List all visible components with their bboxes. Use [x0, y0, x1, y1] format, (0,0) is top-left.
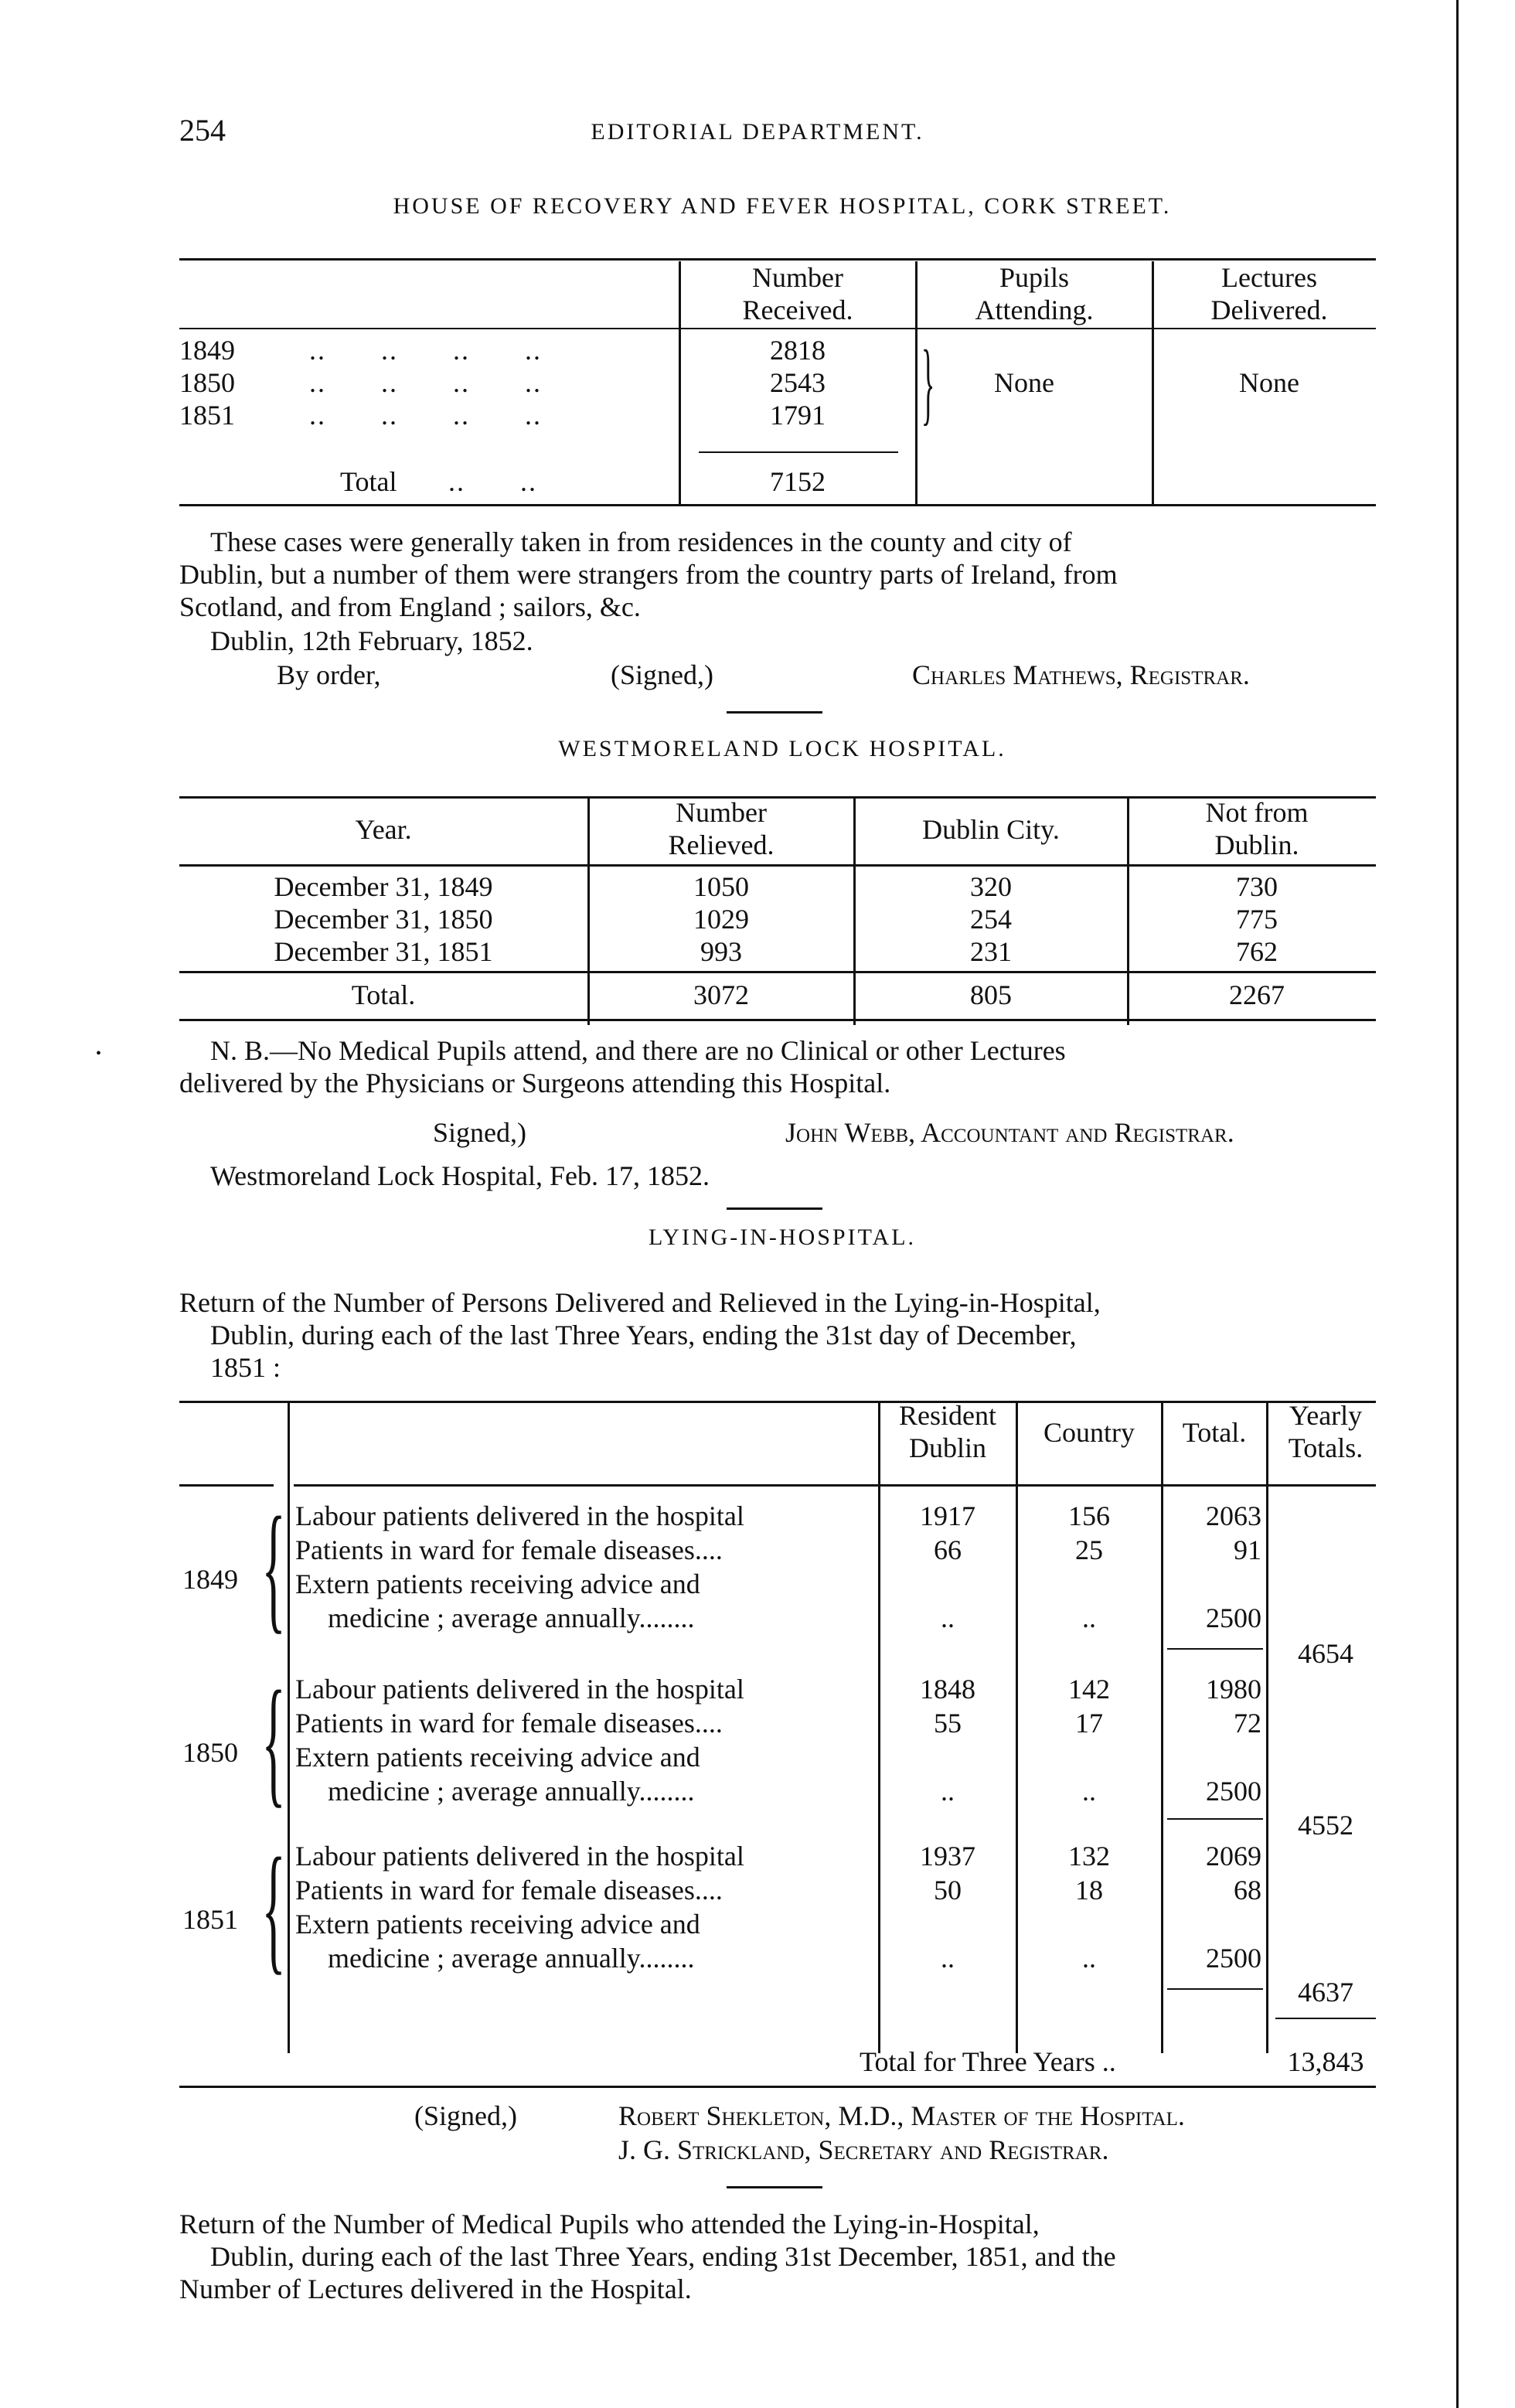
cell-total: 2063: [1206, 1500, 1261, 1531]
table2-row-city: 320: [970, 871, 1012, 902]
section3-signatory: Robert Shekleton, M.D., Master of the Hospital.: [618, 2100, 1185, 2131]
cell-total: 1980: [1206, 1674, 1261, 1705]
cell-country: 25: [1075, 1534, 1103, 1565]
section4-intro-line: Return of the Number of Medical Pupils who attended the Lying-in-Hospital,: [179, 2209, 1040, 2239]
section-separator: [727, 711, 822, 714]
col-header-number: Number: [752, 262, 843, 293]
row-label: Extern patients receiving advice and: [295, 1909, 700, 1940]
table1-total-label: Total: [340, 466, 397, 497]
row-label: Extern patients receiving advice and: [295, 1742, 700, 1773]
table3-header-rule: [294, 1484, 1376, 1487]
cell-country: ..: [1082, 1943, 1096, 1974]
section2-signed: Signed,): [433, 1117, 526, 1148]
cell-total: 2500: [1206, 1776, 1261, 1807]
section1-paragraph-line: Dublin, but a number of them were strangers from the country parts of Ireland, from: [179, 559, 1118, 590]
brace-glyph: }: [921, 331, 935, 434]
table1-lectures-value: None: [1239, 367, 1299, 398]
section4-intro-line: Dublin, during each of the last Three Years, ending 31st December, 1851, and the: [210, 2241, 1116, 2272]
table1-row-dots: .. .. .. ..: [309, 367, 542, 398]
table2-total-rule: [179, 971, 1376, 973]
table3-bottom-rule: [179, 2086, 1376, 2088]
running-title: EDITORIAL DEPARTMENT.: [591, 119, 924, 145]
section1-date: Dublin, 12th February, 1852.: [210, 625, 533, 656]
section3-intro-line: Return of the Number of Persons Delivered and Relieved in the Lying-in-Hospital,: [179, 1287, 1101, 1318]
cell-country: 156: [1068, 1500, 1110, 1531]
col-header-attending: Attending.: [975, 295, 1094, 325]
section2-signatory: John Webb, Accountant and Registrar.: [785, 1117, 1234, 1148]
table1-row-received: 1791: [770, 400, 826, 431]
brace-glyph: {: [261, 1488, 286, 1647]
section3-signatory: J. G. Strickland, Secretary and Registrar.: [618, 2134, 1109, 2165]
col-header-resident: Resident: [899, 1400, 996, 1431]
cell-country: 17: [1075, 1708, 1103, 1739]
brace-glyph: {: [261, 1829, 286, 1987]
cell-yearly-total: 4552: [1298, 1810, 1353, 1841]
cell-resident: 50: [934, 1875, 962, 1906]
section2-title: WESTMORELAND LOCK HOSPITAL.: [558, 736, 1006, 761]
section3-intro-line: 1851 :: [210, 1352, 281, 1383]
table1-row-dots: .. .. .. ..: [309, 400, 542, 431]
table2-row-relieved: 1029: [693, 904, 749, 935]
table2-row-date: December 31, 1849: [274, 871, 493, 902]
page-number: 254: [179, 113, 226, 148]
table2-row-date: December 31, 1851: [274, 936, 493, 967]
table1-pupils-value: None: [994, 367, 1054, 398]
table1-top-rule: [179, 258, 1376, 261]
table1-row-year: 1851: [179, 400, 235, 431]
cell-country: 132: [1068, 1841, 1110, 1872]
col-header-yearly: Yearly: [1289, 1400, 1363, 1431]
sum-rule: [1167, 1648, 1263, 1650]
section-separator: [727, 2186, 822, 2188]
row-label: Labour patients delivered in the hospital: [295, 1500, 744, 1531]
table3-col-divider: [288, 1402, 290, 2053]
cell-country: 142: [1068, 1674, 1110, 1705]
table3-col-divider: [1266, 1402, 1268, 2053]
cell-country: ..: [1082, 1776, 1096, 1807]
table2-total-label: Total.: [351, 979, 416, 1010]
table1-total-dots: .. ..: [448, 466, 537, 497]
table2-row-not-dublin: 762: [1236, 936, 1278, 967]
section1-by-order: By order,: [277, 659, 381, 690]
col-header-totals: Totals.: [1288, 1432, 1364, 1463]
brace-glyph: {: [261, 1662, 286, 1820]
table2-row-date: December 31, 1850: [274, 904, 493, 935]
table2-row-relieved: 993: [700, 936, 742, 967]
col-header-dublin-city: Dublin City.: [922, 814, 1060, 845]
col-header-dublin: Dublin.: [1214, 829, 1299, 860]
col-header-dublin: Dublin: [908, 1432, 986, 1463]
table2-bottom-rule: [179, 1019, 1376, 1021]
table1-total-value: 7152: [770, 466, 826, 497]
sum-rule: [1275, 2018, 1376, 2019]
cell-yearly-total: 4654: [1298, 1638, 1353, 1669]
cell-total: 2500: [1206, 1602, 1261, 1633]
cell-yearly-total: 4637: [1298, 1977, 1353, 2008]
table1-row-year: 1850: [179, 367, 235, 398]
cell-total: 68: [1234, 1875, 1261, 1906]
table2-total-relieved: 3072: [693, 979, 749, 1010]
grand-total-label: Total for Three Years ..: [860, 2046, 1116, 2077]
section3-title: LYING-IN-HOSPITAL.: [648, 1224, 917, 1250]
col-header-received: Received.: [742, 295, 853, 325]
table1-row-received: 2543: [770, 367, 826, 398]
section3-signed: (Signed,): [414, 2100, 517, 2131]
row-label: medicine ; average annually........: [328, 1943, 695, 1974]
cell-resident: 1937: [920, 1841, 975, 1872]
section1-paragraph-line: These cases were generally taken in from residences in the county and city of: [210, 526, 1072, 557]
table2-row-city: 254: [970, 904, 1012, 935]
cell-country: 18: [1075, 1875, 1103, 1906]
table1-header-rule: [179, 328, 1376, 329]
table2-row-not-dublin: 775: [1236, 904, 1278, 935]
table2-row-city: 231: [970, 936, 1012, 967]
cell-resident: ..: [941, 1602, 955, 1633]
col-header-total: Total.: [1182, 1417, 1247, 1448]
section3-intro-line: Dublin, during each of the last Three Years, ending the 31st day of December,: [210, 1320, 1077, 1350]
cell-resident: ..: [941, 1776, 955, 1807]
col-header-country: Country: [1043, 1417, 1135, 1448]
section1-signatory: Charles Mathews, Registrar.: [912, 659, 1250, 690]
section1-title: HOUSE OF RECOVERY AND FEVER HOSPITAL, CORK STREET.: [393, 193, 1172, 219]
cell-total: 2500: [1206, 1943, 1261, 1974]
table2-total-not-dublin: 2267: [1229, 979, 1285, 1010]
table1-row-received: 2818: [770, 335, 826, 366]
table2-total-city: 805: [970, 979, 1012, 1010]
cell-resident: ..: [941, 1943, 955, 1974]
table2-row-not-dublin: 730: [1236, 871, 1278, 902]
col-header-relieved: Relieved.: [668, 829, 775, 860]
cell-resident: 66: [934, 1534, 962, 1565]
cell-total: 72: [1234, 1708, 1261, 1739]
col-header-not-from: Not from: [1205, 797, 1309, 828]
row-label: Patients in ward for female diseases....: [295, 1875, 723, 1906]
col-header-pupils: Pupils: [999, 262, 1070, 293]
section4-intro-line: Number of Lectures delivered in the Hospital.: [179, 2273, 692, 2304]
cell-resident: 1917: [920, 1500, 975, 1531]
row-label: Extern patients receiving advice and: [295, 1568, 700, 1599]
section-separator: [727, 1207, 822, 1210]
row-label: Patients in ward for female diseases....: [295, 1708, 723, 1739]
sum-rule: [1167, 1988, 1263, 1990]
section2-note-line: N. B.—No Medical Pupils attend, and there are no Clinical or other Lectures: [210, 1035, 1066, 1066]
sum-rule: [1167, 1818, 1263, 1820]
page-edge-line: [1456, 0, 1459, 2408]
cell-total: 2069: [1206, 1841, 1261, 1872]
year-label: 1851: [182, 1904, 238, 1935]
col-header-year: Year.: [355, 814, 412, 845]
row-label: Labour patients delivered in the hospital: [295, 1674, 744, 1705]
section2-place-date: Westmoreland Lock Hospital, Feb. 17, 1852.: [210, 1160, 710, 1191]
table1-sum-rule: [699, 451, 898, 453]
table1-bottom-rule: [179, 504, 1376, 506]
year-label: 1849: [182, 1564, 238, 1595]
cell-country: ..: [1082, 1602, 1096, 1633]
row-label: Patients in ward for female diseases....: [295, 1534, 723, 1565]
cell-resident: 55: [934, 1708, 962, 1739]
grand-total-value: 13,843: [1287, 2046, 1364, 2077]
table2-row-relieved: 1050: [693, 871, 749, 902]
table1-row-dots: .. .. .. ..: [309, 335, 542, 366]
row-label: medicine ; average annually........: [328, 1602, 695, 1633]
col-header-delivered: Delivered.: [1210, 295, 1328, 325]
section1-paragraph-line: Scotland, and from England ; sailors, &c.: [179, 591, 641, 622]
section2-note-line: delivered by the Physicians or Surgeons attending this Hospital.: [179, 1068, 891, 1098]
section1-signed: (Signed,): [611, 659, 713, 690]
table2-header-rule: [179, 864, 1376, 867]
cell-resident: 1848: [920, 1674, 975, 1705]
col-header-number: Number: [676, 797, 767, 828]
table3-header-rule: [179, 1484, 274, 1487]
col-header-lectures: Lectures: [1221, 262, 1317, 293]
table1-row-year: 1849: [179, 335, 235, 366]
table3-top-rule: [179, 1401, 1376, 1403]
margin-dot: •: [96, 1045, 102, 1062]
row-label: Labour patients delivered in the hospital: [295, 1841, 744, 1872]
cell-total: 91: [1234, 1534, 1261, 1565]
row-label: medicine ; average annually........: [328, 1776, 695, 1807]
year-label: 1850: [182, 1737, 238, 1768]
